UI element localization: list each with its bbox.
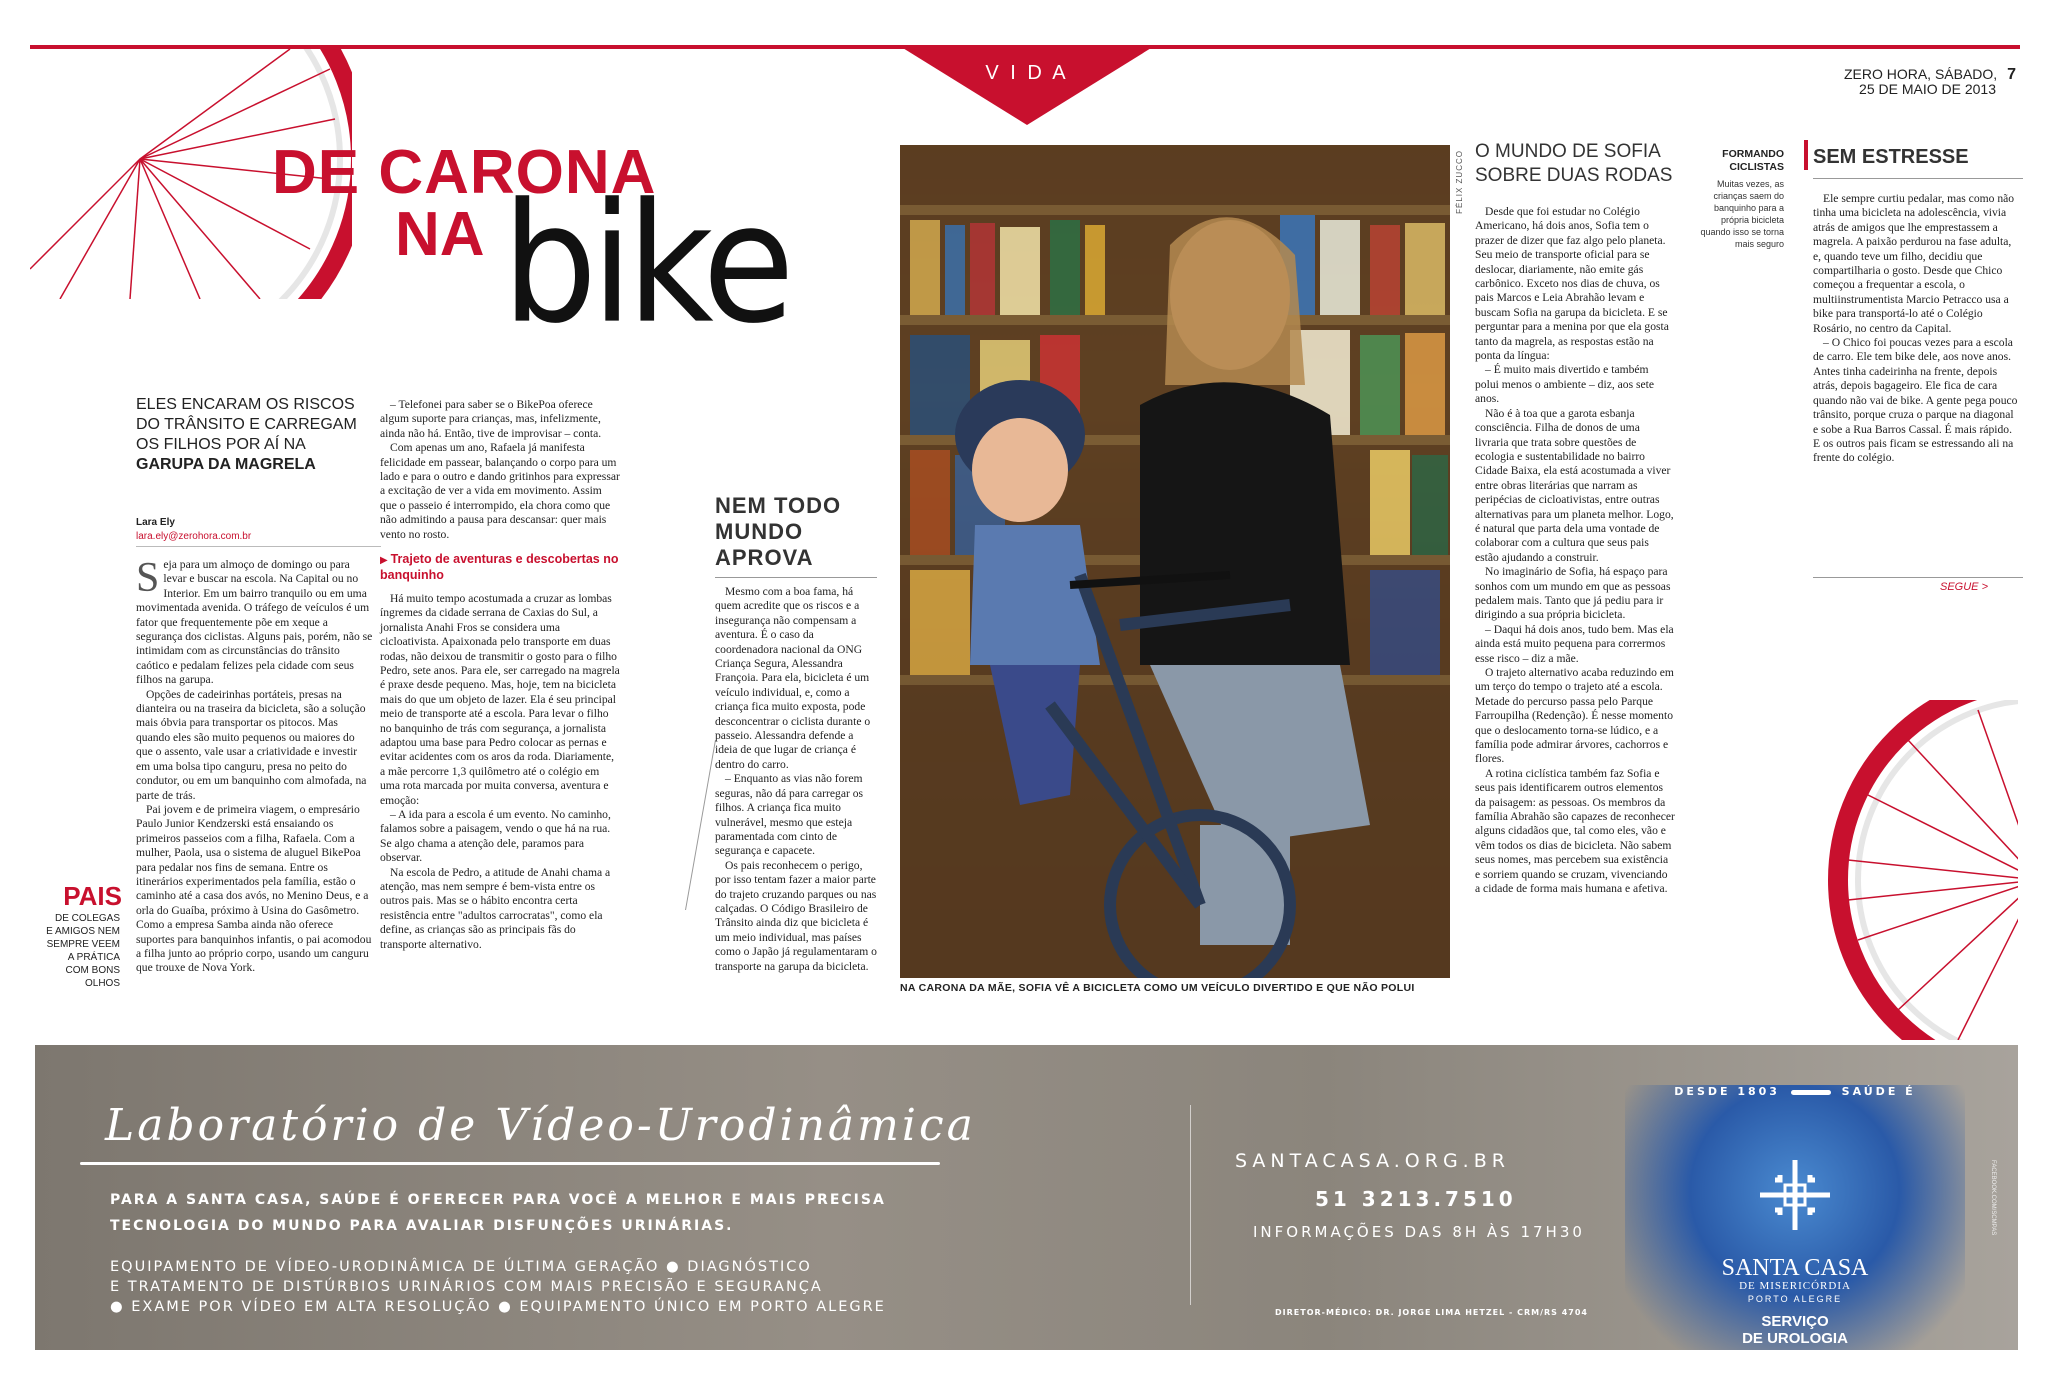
col4-p2: – É muito mais divertido e também polui menos o ambiente – diz, aos sete anos. <box>1475 363 1655 406</box>
col4-title: O MUNDO DE SOFIA SOBRE DUAS RODAS <box>1475 141 1673 186</box>
ad-phone[interactable]: 51 3213.7510 <box>1315 1187 1517 1211</box>
headline-word: bike <box>502 168 789 361</box>
col3-title: NEM TODO MUNDO APROVA <box>715 493 842 570</box>
desde-label <box>1625 1085 1965 1098</box>
col2-subhead: Trajeto de aventuras e descobertas no banquinho <box>380 552 619 583</box>
paper-date-line1: ZERO HORA, SÁBADO, <box>1843 66 1998 82</box>
col3-p3: Os pais reconhecem o perigo, por isso tentam fazer a maior parte do trajeto cruzando parques ou nas calçadas. O Código Brasileiro de Trânsito ainda diz que bicicleta é um meio individual, mas países como o Japão já regulamentaram o transporte na garupa da bicicleta. <box>715 858 877 973</box>
col1-p1: eja para um almoço de domingo ou para levar e buscar na escola. Na Capital ou no Interior. Em um bairro tranquilo ou em uma movimentada avenida. O tráfego de veículos é um fator que frequentemente põe em xeque a segurança dos ciclistas. Alguns pais, porém, não se intimidam com as circunstâncias do trânsito caótico e pedalam felizes pela cidade com seus filhos na garupa. <box>136 558 373 687</box>
ad-hours: INFORMAÇÕES DAS 8H ÀS 17H30 <box>1253 1223 1585 1241</box>
col2-p4: – A ida para a escola é um evento. No caminho, falamos sobre a paisagem, vendo o que há na rua. Se algo chama a atenção dele, paramos para observar. <box>380 807 611 865</box>
ad-list-line3: ● EXAME POR VÍDEO EM ALTA RESOLUÇÃO ● EQUIPAMENTO ÚNICO EM PORTO ALEGRE <box>110 1299 886 1315</box>
section-label: V I D A <box>985 62 1069 84</box>
section-tab <box>898 45 1156 125</box>
col4-p6: O trajeto alternativo acaba reduzindo em um terço do tempo o trajeto até a escola. Metade do percurso passa pelo Parque Farroupilha (Redenção). É nesse momento que o deslocamento torna-se lúdico, e a família pode admirar árvores, cachorros e flores. <box>1475 666 1674 766</box>
ad-banner[interactable] <box>35 1045 2018 1350</box>
paper-date <box>1844 67 2016 97</box>
col1-p3: Pai jovem e de primeira viagem, o empresário Paulo Junior Kendzerski está ensaiando os primeiros passeios com a filha, Rafaela. Com a mulher, Paola, usa o sistema de aluguel BikePoa para pedalar nos fins de semana. Entre os itinerários experimentados pela família, estão o caminho até a casa dos avós, no Menino Deus, e a orla do Guaíba, próximo à Usina do Gasômetro. Como a empresa Samba ainda não oferece suportes para banquinhos infantis, o pai acomodou a filha junto ao próprio corpo, usando um canguru que trouxe de Nova York. <box>136 802 372 975</box>
col3-side-rule <box>685 740 716 910</box>
col5-p2: – O Chico foi poucas vezes para a escola de carro. Ele tem bike dele, aos nove anos. Antes tinha cadeirinha na frente, depois atrás, depois bagageiro. Ele fica de cara quando não vai de bike. A gente pega pouco trânsito, porque cruza o parque na diagonal e sobe a Rua Barros Cassal. É mais rápido. E os outros pais ficam se estressando ali na frente do colégio. <box>1813 336 2018 465</box>
column-3 <box>715 585 877 974</box>
column-5 <box>1813 192 2018 466</box>
photo-credit: FÉLIX ZUCCO <box>1455 150 1464 214</box>
col4-p7: A rotina ciclística também faz Sofia e seus pais identificarem outros elementos da paisagem: as pessoas. Os membros da família Abrahão são capazes de reconhecer alguns cidadãos que, tal como eles, vão e vêm todos os dias de bicicleta. Não sabem seus nomes, mas percebem sua existência e sorriem quando se cruzam, vivenciando a cidade de forma mais humana e afetiva. <box>1475 766 1675 896</box>
ad-director: DIRETOR-MÉDICO: DR. JORGE LIMA HETZEL - CRM/RS 4704 <box>1275 1308 1588 1317</box>
subhead-arrow-icon: ▶ <box>380 555 388 567</box>
main-photo <box>900 145 1450 978</box>
col5-p1: Ele sempre curtiu pedalar, mas como não tinha uma bicicleta na adolescência, vivia atrás de amigos que lhe emprestassem a magrela. A paixão perdurou na fase adulta, e, quando teve um filho, decidiu que compartilharia o gosto. Desde que Chico começou a frequentar a escola, o multiinstrumentista Marcio Petracco usa a bike para transportá-lo até o Colégio Rosário, no centro da Capital. <box>1813 192 2015 335</box>
col2-p3: Há muito tempo acostumada a cruzar as lombas íngremes da cidade serrana de Caxias do Sul, a jornalista Anahi Fros se considera uma cicloativista. Apaixonada pelo transporte em duas rodas, não deixou de transmitir o gosto para o filho Pedro, sete anos. Para ele, ser carregado na magrela é praxe desde pequeno. Mas, hoje, tem na bicicleta mais do que um objeto de lazer. Ela é seu principal meio de transporte até a escola. Para levar o filho no banquinho de trás com segurança, a jornalista adaptou uma base para Pedro colocar as pernas e evitar acidentes com os aros da roda. Diariamente, a mãe percorre 1,3 quilômetro até o colégio em uma rota marcada por muita conversa, aventura e emoção: <box>380 591 620 807</box>
headline-line1: DE CARONA <box>272 138 657 207</box>
col2-p5: Na escola de Pedro, a atitude de Anahi chama a atenção, mas nem sempre é bem-vista entre os outros pais. Mas se o hábito encontra certa resistência entre "adultos carrocratas", como ela define, as crianças são as principais fãs do transporte alternativo. <box>380 865 611 951</box>
santa-casa-block <box>1625 1085 1965 1350</box>
deck-bold: GARUPA DA MAGRELA <box>136 456 316 473</box>
pais-text: DE COLEGAS E AMIGOS NEM SEMPRE VEEM A PRÁTICA COM BONS OLHOS <box>46 913 120 989</box>
brand-city: PORTO ALEGRE <box>1747 1294 1843 1304</box>
ad-list-line2: E TRATAMENTO DE DISTÚRBIOS URINÁRIOS COM MAIS PRECISÃO E SEGURANÇA <box>110 1279 823 1295</box>
ad-bold-text: PARA A SANTA CASA, SAÚDE É OFERECER PARA VOCÊ A MELHOR E MAIS PRECISA TECNOLOGIA DO MUNDO PARA AVALIAR DISFUNÇÕES URINÁRIAS. <box>110 1192 886 1234</box>
bike-wheel-right <box>1788 700 2018 1040</box>
brand-sub: DE MISERICÓRDIA <box>1739 1280 1851 1292</box>
ad-title-underline <box>80 1162 940 1165</box>
formando-text: Muitas vezes, as crianças saem do banquinho para a própria bicicleta quando isso se torna mais seguro <box>1700 179 1784 249</box>
col3-p1: Mesmo com a boa fama, há quem acredite que os riscos e a insegurança não compensam a aventura. É o caso da coordenadora nacional da ONG Criança Segura, Alessandra Françoia. Para ela, bicicleta é um veículo individual, e, como a criança fica muito exposta, pode desconcentrar o ciclista durante o passeio. Alessandra defende a ideia de que lugar de criança é dentro do carro. <box>715 585 871 771</box>
col5-title-bar <box>1804 140 1808 170</box>
column-1 <box>136 555 374 976</box>
col2-subhead-block <box>380 552 620 584</box>
deck-text: ELES ENCARAM OS RISCOS DO TRÂNSITO E CARREGAM OS FILHOS POR AÍ NA <box>136 396 357 453</box>
paper-date-line2: 25 DE MAIO DE 2013 <box>1859 81 1996 97</box>
ad-script-title: Laboratório de Vídeo-Urodinâmica <box>105 1100 976 1151</box>
headline-line2: NA <box>395 200 485 269</box>
col2-p1: – Telefonei para saber se o BikePoa oferece algum suporte para crianças, mas, infelizmente, ainda não há. Então, tive de improvisar – conta. <box>380 398 602 440</box>
page-number: 7 <box>2007 66 2016 83</box>
service-line2: DE UROLOGIA <box>1742 1330 1848 1347</box>
service-line1: SERVIÇO <box>1761 1313 1829 1330</box>
col3-title-rule <box>715 577 877 578</box>
deck <box>136 395 376 475</box>
col4-p4: No imaginário de Sofia, há espaço para sonhos com um mundo em que as pessoas pedalem mais. Tanto que já pediu para ir dirigindo a sua própria bicicleta. <box>1475 565 1671 622</box>
segue-link[interactable]: SEGUE > <box>1940 581 1988 593</box>
desde-bar <box>1791 1090 1831 1095</box>
byline-email[interactable]: lara.ely@zerohora.com.br <box>136 531 252 542</box>
ad-list <box>110 1257 970 1317</box>
col1-p2: Opções de cadeirinhas portáteis, presas na dianteira ou na traseira da bicicleta, são a solução mais óbvia para transportar os pitocos. Mas quando eles são muito pequenos ou maiores do que o assento, vale usar a criatividade e investir em uma bolsa tipo canguru, presa no peito do condutor, ou em um banquinho com almofada, na parte de trás. <box>136 687 367 802</box>
formando-title: FORMANDO CICLISTAS <box>1722 148 1784 173</box>
pais-title: PAIS <box>63 881 122 911</box>
col4-p3: Não é à toa que a garota esbanja consciência. Filha de donos de uma livraria que trata sobre questões de ecologia e sustentabilidade no bairro Cidade Baixa, ela está acostumada a viver entre obras literárias que narram as peripécias de cicloativistas, entre outras alternativas para um planeta melhor. Logo, é natural que parta dela uma vontade de colaborar com a cultura que seus pais estão ajudando a construir. <box>1475 406 1674 564</box>
desde-text: DESDE 1803 <box>1674 1085 1780 1098</box>
brand-name: SANTA CASA <box>1721 1255 1869 1281</box>
col5-end-rule <box>1813 577 2023 578</box>
drop-cap: S <box>136 555 160 601</box>
ad-website[interactable]: SANTACASA.ORG.BR <box>1235 1150 1510 1172</box>
column-4 <box>1475 205 1675 897</box>
ad-side-text: FACEBOOK.COM/SCMPAS <box>1990 1160 1996 1236</box>
col3-p2: – Enquanto as vias não forem seguras, não dá para carregar os filhos. A criança fica muito vulnerável, mesmo que esteja paramentada com cinto de segurança e capacete. <box>715 772 864 858</box>
byline-rule <box>136 546 381 547</box>
ad-list-line1: EQUIPAMENTO DE VÍDEO-URODINÂMICA DE ÚLTIMA GERAÇÃO ● DIAGNÓSTICO <box>110 1259 812 1275</box>
col2-p2: Com apenas um ano, Rafaela já manifesta felicidade em passear, balançando o corpo para um lado e para o outro e dando gritinhos para expressar a excitação de ver a vida em movimento. Assim que o passeio é interrompido, ela chora como que não admitindo a pausa para descansar: quer mais vento no rosto. <box>380 441 620 541</box>
photo-caption: NA CARONA DA MÃE, SOFIA VÊ A BICICLETA COMO UM VEÍCULO DIVERTIDO E QUE NÃO POLUI <box>900 982 1415 994</box>
col4-p5: – Daqui há dois anos, tudo bem. Mas ela ainda está muito pequena para corrermos esse risco – diz a mãe. <box>1475 622 1674 665</box>
col5-title: SEM ESTRESSE <box>1813 146 1969 168</box>
service-label <box>1625 1313 1965 1347</box>
column-2 <box>380 398 620 952</box>
headline <box>262 138 882 361</box>
saude-text: SAÚDE É <box>1841 1085 1916 1098</box>
col4-p1: Desde que foi estudar no Colégio Americano, há dois anos, Sofia tem o prazer de dizer que faz algo pelo planeta. Seu meio de transporte oficial para se deslocar, diariamente, não emite gás carbônico. Exceto nos dias de chuva, os pais Marcos e Leia Abrahão levam e buscam Sofia na garupa da bicicleta. E se perguntar para a menina por que ela gosta tanto da magrela, as respostas estão na ponta da língua: <box>1475 205 1669 363</box>
santa-casa-cross-icon <box>1755 1155 1835 1235</box>
col5-title-rule <box>1813 178 2023 179</box>
ad-divider <box>1190 1105 1191 1305</box>
byline-name: Lara Ely <box>136 517 175 528</box>
